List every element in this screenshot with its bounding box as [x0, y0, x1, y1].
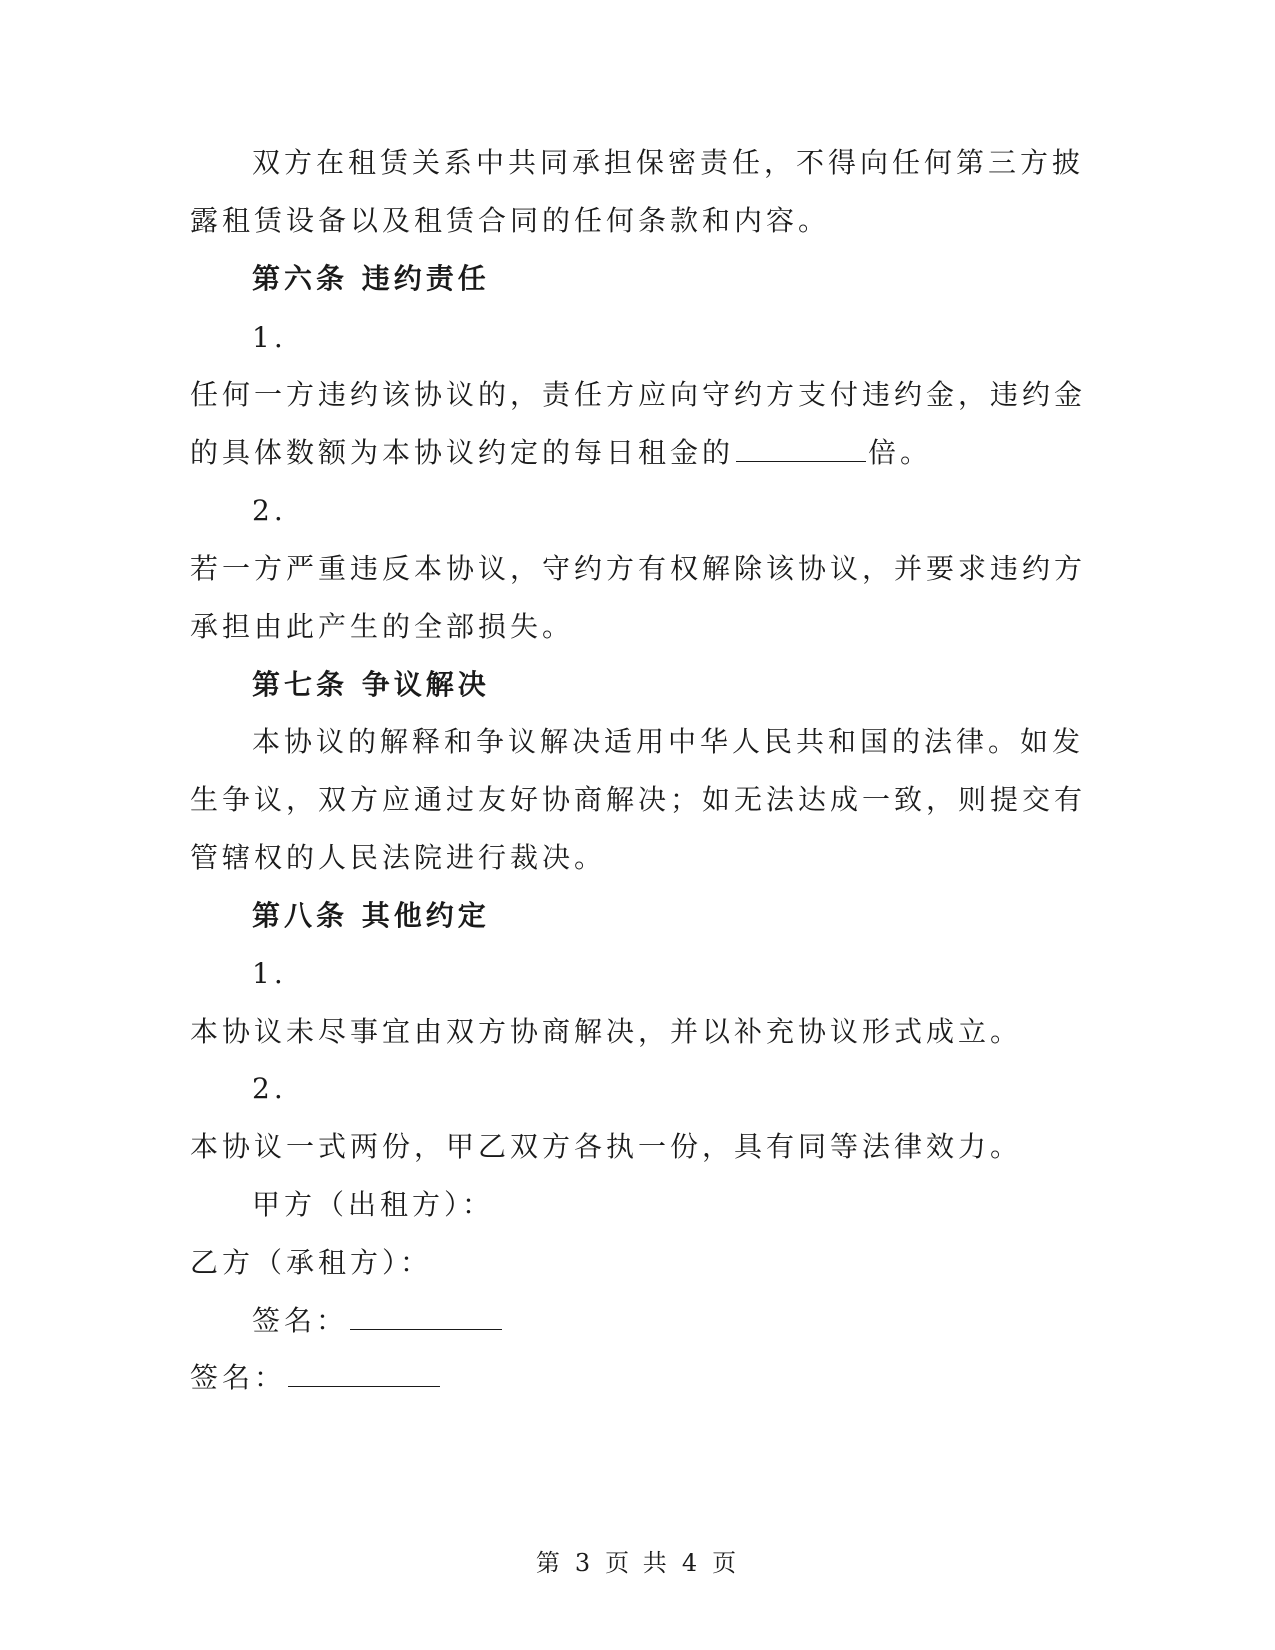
signature-line-party-a [0, 1301, 1275, 1341]
paragraph-6-1-text: 的具体数额为本协议约定的每日租金的 [190, 436, 735, 469]
party-b-label: 乙方（承租方）： [190, 1246, 433, 1279]
paragraph-8-1: 本协议未尽事宜由双方协商解决，并以补充协议形式成立。 [190, 1015, 1023, 1048]
item-number-8-2: 2. [252, 1072, 287, 1105]
signature-blank-a [350, 1305, 502, 1330]
signature-label-a: 签名： [252, 1304, 349, 1337]
item-number-8-1: 1. [252, 957, 287, 990]
article-8-heading: 第八条 其他约定 [252, 899, 490, 932]
signature-line-party-b [0, 1358, 1275, 1398]
footer-page-number: 3 [574, 1549, 594, 1577]
article-7-heading: 第七条 争议解决 [252, 668, 490, 701]
item-number-6-2: 2. [252, 494, 287, 527]
item-number-6-1: 1. [252, 321, 287, 354]
party-a-label: 甲方（出租方）： [252, 1188, 495, 1221]
page-footer [0, 1547, 1275, 1579]
paragraph-6-2-line-2: 承担由此产生的全部损失。 [190, 610, 575, 643]
paragraph-6-1-suffix: 倍。 [868, 436, 933, 469]
paragraph-confidentiality-line-2: 露租赁设备以及租赁合同的任何条款和内容。 [190, 204, 831, 237]
signature-blank-b [288, 1362, 440, 1387]
paragraph-6-2-line-1: 若一方严重违反本协议，守约方有权解除该协议，并要求违约方 [190, 552, 1087, 585]
article-6-heading: 第六条 违约责任 [252, 262, 490, 295]
footer-suffix: 页 [712, 1549, 740, 1577]
footer-middle: 页 共 [605, 1549, 670, 1577]
paragraph-7-line-3: 管辖权的人民法院进行裁决。 [190, 841, 607, 874]
signature-label-b: 签名： [190, 1361, 287, 1394]
paragraph-7-line-2: 生争议，双方应通过友好协商解决；如无法达成一致，则提交有 [190, 783, 1087, 816]
paragraph-6-1-line-2 [0, 433, 1275, 473]
footer-total-pages: 4 [681, 1549, 701, 1577]
paragraph-7-line-1: 本协议的解释和争议解决适用中华人民共和国的法律。如发 [252, 725, 1085, 758]
fill-in-blank-multiplier [736, 437, 866, 462]
paragraph-confidentiality-line-1: 双方在租赁关系中共同承担保密责任，不得向任何第三方披 [252, 146, 1085, 179]
paragraph-6-1-line-1: 任何一方违约该协议的，责任方应向守约方支付违约金，违约金 [190, 378, 1087, 411]
footer-prefix: 第 [535, 1549, 563, 1577]
paragraph-8-2: 本协议一式两份，甲乙双方各执一份，具有同等法律效力。 [190, 1130, 1023, 1163]
